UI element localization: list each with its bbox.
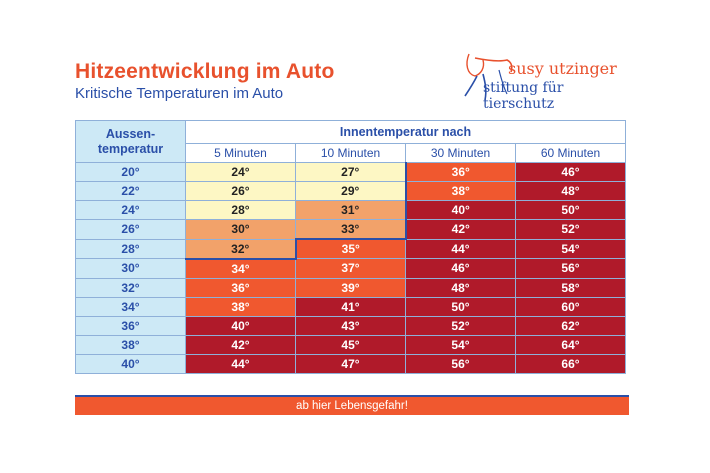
table-row	[76, 239, 626, 259]
minutes-header: 30 Minuten	[406, 144, 516, 163]
temp-cell: 36°	[406, 163, 516, 182]
temp-cell: 56°	[406, 354, 516, 373]
foundation-logo	[455, 50, 635, 112]
table-row	[76, 163, 626, 182]
temperature-table	[75, 120, 626, 374]
outer-temp-cell: 30°	[76, 259, 186, 279]
temp-cell: 50°	[406, 297, 516, 316]
page-title: Hitzeentwicklung im Auto	[75, 60, 335, 83]
outer-temp-cell: 28°	[76, 239, 186, 259]
temp-cell: 58°	[516, 278, 626, 297]
temp-cell: 42°	[406, 220, 516, 240]
temp-cell: 44°	[186, 354, 296, 373]
table-row	[76, 220, 626, 240]
danger-legend-bar: ab hier Lebensgefahr!	[75, 395, 629, 415]
temp-cell: 40°	[406, 201, 516, 220]
temp-cell: 64°	[516, 335, 626, 354]
temp-cell: 52°	[516, 220, 626, 240]
temp-cell: 24°	[186, 163, 296, 182]
temp-cell: 46°	[406, 259, 516, 279]
temp-cell: 42°	[186, 335, 296, 354]
outer-temperature-header	[76, 121, 186, 163]
outer-temp-cell: 26°	[76, 220, 186, 240]
temp-cell: 28°	[186, 201, 296, 220]
logo-tagline: stiftung für tierschutz	[483, 80, 564, 112]
temp-cell: 48°	[516, 182, 626, 201]
temp-cell: 26°	[186, 182, 296, 201]
table-row	[76, 278, 626, 297]
temp-cell: 50°	[516, 201, 626, 220]
temp-cell: 27°	[296, 163, 406, 182]
temp-cell: 30°	[186, 220, 296, 240]
temp-cell: 37°	[296, 259, 406, 279]
temp-cell: 46°	[516, 163, 626, 182]
temp-cell: 47°	[296, 354, 406, 373]
logo-name: susy utzinger	[508, 59, 617, 78]
temp-cell: 52°	[406, 316, 516, 335]
outer-temp-cell: 40°	[76, 354, 186, 373]
temp-cell: 33°	[296, 220, 406, 240]
temp-cell: 29°	[296, 182, 406, 201]
temp-cell: 54°	[516, 239, 626, 259]
inner-temperature-header: Innentemperatur nach	[186, 121, 626, 144]
outer-temp-cell: 32°	[76, 278, 186, 297]
table-row	[76, 297, 626, 316]
temp-cell: 35°	[296, 239, 406, 259]
outer-header-line2: temperatur	[97, 141, 164, 156]
temp-cell: 39°	[296, 278, 406, 297]
outer-temp-cell: 34°	[76, 297, 186, 316]
temp-cell: 45°	[296, 335, 406, 354]
table-row	[76, 259, 626, 279]
temp-cell: 43°	[296, 316, 406, 335]
outer-temp-cell: 36°	[76, 316, 186, 335]
temp-cell: 34°	[186, 259, 296, 279]
table-row	[76, 182, 626, 201]
temp-cell: 56°	[516, 259, 626, 279]
outer-temp-cell: 24°	[76, 201, 186, 220]
temp-cell: 36°	[186, 278, 296, 297]
temp-cell: 44°	[406, 239, 516, 259]
temp-cell: 31°	[296, 201, 406, 220]
temp-cell: 41°	[296, 297, 406, 316]
temp-cell: 54°	[406, 335, 516, 354]
table-row	[76, 354, 626, 373]
table-row	[76, 201, 626, 220]
temp-cell: 66°	[516, 354, 626, 373]
temp-cell: 38°	[186, 297, 296, 316]
minutes-header: 5 Minuten	[186, 144, 296, 163]
table-row	[76, 316, 626, 335]
outer-temp-cell: 22°	[76, 182, 186, 201]
outer-header-line1: Aussen-	[105, 126, 156, 141]
temp-cell: 48°	[406, 278, 516, 297]
minutes-header: 60 Minuten	[516, 144, 626, 163]
outer-temp-cell: 38°	[76, 335, 186, 354]
temp-cell: 38°	[406, 182, 516, 201]
temp-cell: 60°	[516, 297, 626, 316]
table-row	[76, 335, 626, 354]
temp-cell: 32°	[186, 239, 296, 259]
minutes-header: 10 Minuten	[296, 144, 406, 163]
page-subtitle: Kritische Temperaturen im Auto	[75, 85, 284, 102]
outer-temp-cell: 20°	[76, 163, 186, 182]
temp-cell: 62°	[516, 316, 626, 335]
temp-cell: 40°	[186, 316, 296, 335]
